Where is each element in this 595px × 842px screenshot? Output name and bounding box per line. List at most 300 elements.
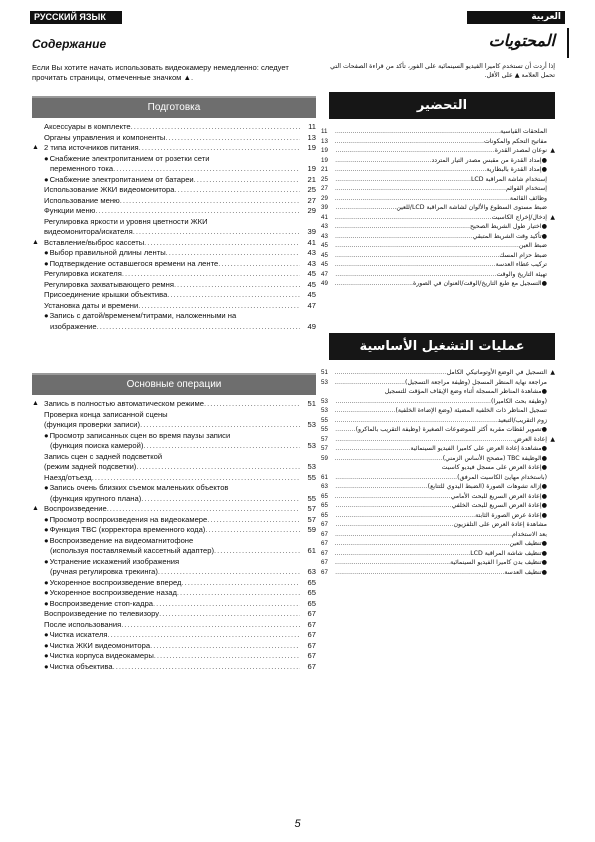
leader-dots bbox=[136, 462, 300, 473]
toc-entry[interactable] bbox=[32, 248, 316, 259]
bullet-icon: ● bbox=[44, 248, 49, 257]
toc-entry-title: Установка даты и времени bbox=[44, 300, 139, 310]
toc-entry[interactable] bbox=[32, 420, 316, 431]
toc-entry-page: 13 bbox=[321, 137, 328, 145]
triangle-marker-icon: ▲ bbox=[32, 400, 39, 407]
toc-entry[interactable] bbox=[32, 154, 316, 165]
toc-entry-page: 11 bbox=[308, 122, 316, 131]
toc-entry[interactable] bbox=[321, 127, 555, 137]
toc-entry-title: Регулировка искателя bbox=[44, 269, 122, 278]
toc-entry-page: 67 bbox=[321, 540, 328, 547]
toc-entry-title: تهيئة التاريخ والوقت bbox=[496, 270, 547, 278]
toc-entry-page: 55 bbox=[321, 426, 328, 433]
toc-entry[interactable] bbox=[32, 410, 316, 421]
bullet-icon: ● bbox=[44, 588, 49, 597]
toc-entry[interactable] bbox=[32, 515, 316, 526]
leader-dots bbox=[335, 232, 473, 242]
leader-dots bbox=[335, 378, 405, 388]
toc-entry-title: Чистка ЖКИ видеомонитора bbox=[49, 640, 151, 650]
leader-dots bbox=[335, 511, 475, 521]
triangle-marker-icon: ▲ bbox=[550, 213, 555, 221]
toc-entry-page: 55 bbox=[321, 416, 328, 424]
toc-entry[interactable] bbox=[321, 473, 555, 483]
toc-entry-title: После использования bbox=[44, 619, 122, 629]
toc-entry[interactable] bbox=[321, 549, 555, 559]
leader-dots bbox=[153, 599, 300, 610]
toc-entry-title: مشاهدة إعادة العرض على التلفزيون bbox=[453, 521, 547, 528]
toc-entry[interactable] bbox=[32, 122, 316, 133]
leader-dots bbox=[335, 530, 512, 540]
toc-entry-page: 53 bbox=[321, 378, 328, 386]
toc-entry[interactable] bbox=[32, 462, 316, 473]
toc-entry-page: 65 bbox=[307, 588, 316, 597]
toc-entry[interactable] bbox=[321, 416, 555, 426]
toc-entry-page: 47 bbox=[321, 270, 328, 278]
toc-entry-title: الملحقات القياسية bbox=[500, 128, 547, 135]
toc-entry-title: Снабжение электропитанием от розетки сети bbox=[49, 153, 210, 163]
toc-entry-title: изображение bbox=[50, 321, 97, 331]
toc-entry-page: 43 bbox=[307, 248, 316, 257]
toc-entry-title: переменного тока bbox=[50, 164, 114, 173]
toc-entry-title: بعد الاستخدام bbox=[511, 530, 547, 538]
toc-entry-title: Аксессуары в комплекте bbox=[44, 122, 131, 131]
toc-entry-title: (функция проверки записи) bbox=[44, 420, 141, 429]
toc-entry[interactable] bbox=[321, 270, 555, 280]
toc-entry-title: مفاتيح التحكم والمكونات bbox=[483, 137, 547, 145]
toc-entry-page: 47 bbox=[307, 300, 316, 310]
toc-entry-title: Просмотр воспроизведения на видеокамере bbox=[49, 514, 208, 524]
toc-entry[interactable] bbox=[32, 175, 316, 186]
toc-entry[interactable] bbox=[321, 463, 555, 473]
triangle-marker-icon: ▲ bbox=[550, 435, 555, 443]
toc-entry[interactable] bbox=[32, 452, 316, 463]
triangle-marker-icon: ▲ bbox=[550, 369, 555, 376]
toc-entry-page: 67 bbox=[307, 630, 316, 639]
toc-entry-page: 45 bbox=[307, 269, 316, 278]
toc-entry[interactable] bbox=[321, 156, 555, 166]
toc-entry-page: 67 bbox=[321, 530, 328, 538]
leader-dots bbox=[174, 185, 300, 196]
toc-entry-title: ●تنظيف شاشة المراقبة LCD bbox=[470, 549, 547, 557]
leader-dots bbox=[154, 651, 300, 662]
toc-entry-page: 25 bbox=[321, 175, 328, 183]
toc-entry[interactable] bbox=[32, 259, 316, 270]
toc-entry[interactable] bbox=[32, 238, 316, 249]
toc-entry[interactable] bbox=[32, 164, 316, 175]
toc-entry[interactable] bbox=[321, 530, 555, 540]
toc-entry[interactable] bbox=[321, 378, 555, 388]
toc-entry[interactable] bbox=[321, 279, 555, 289]
leader-dots bbox=[335, 501, 452, 511]
toc-entry[interactable] bbox=[321, 203, 555, 213]
toc-entry-page: 67 bbox=[307, 640, 316, 650]
toc-entry[interactable] bbox=[321, 194, 555, 204]
triangle-marker-icon: ▲ bbox=[550, 147, 555, 154]
toc-entry-page: 53 bbox=[321, 407, 328, 414]
toc-entry-title: (используя поставляемый кассетный адаптер) bbox=[50, 546, 214, 555]
toc-entry-page: 27 bbox=[307, 195, 316, 205]
toc-entry[interactable] bbox=[32, 185, 316, 196]
toc-entry-title: Регулировка захватывающего ремня bbox=[44, 279, 174, 289]
section-header-preparation-ar: التحضير bbox=[329, 92, 555, 119]
toc-entry-title: Просмотр записанных сцен во время паузы записи bbox=[49, 430, 231, 440]
toc-entry-title: Органы управления и компоненты bbox=[44, 132, 166, 142]
toc-entry[interactable] bbox=[321, 241, 555, 251]
toc-entry-title: Вставление/выброс кассеты bbox=[44, 237, 145, 247]
toc-entry-title: نوعان لمصدر القدرة bbox=[494, 147, 547, 154]
toc-entry[interactable] bbox=[32, 206, 316, 217]
toc-entry-page: 51 bbox=[307, 399, 316, 408]
toc-entry[interactable] bbox=[321, 260, 555, 270]
toc-entry-title: Устранение искажений изображения bbox=[49, 556, 180, 566]
toc-entry-page: 45 bbox=[321, 251, 328, 259]
leader-dots bbox=[335, 203, 396, 213]
leader-dots bbox=[140, 420, 300, 431]
toc-entry-title: (وظيفة بحث الكاميرا) bbox=[490, 397, 547, 405]
toc-entry[interactable] bbox=[321, 406, 555, 416]
toc-entry[interactable] bbox=[321, 511, 555, 521]
toc-entry-page: 29 bbox=[321, 194, 328, 202]
toc-entry[interactable] bbox=[32, 133, 316, 144]
bullet-icon: ● bbox=[44, 651, 49, 660]
toc-entry[interactable] bbox=[32, 280, 316, 291]
toc-entry[interactable] bbox=[32, 290, 316, 301]
toc-entry[interactable] bbox=[32, 322, 316, 333]
bullet-icon: ● bbox=[44, 153, 49, 163]
leader-dots bbox=[182, 578, 301, 589]
toc-entry[interactable] bbox=[32, 588, 316, 599]
toc-entry-page: 39 bbox=[307, 227, 316, 236]
toc-entry-title: ●إعادة العرض السريع للبحث الخلفي bbox=[451, 502, 547, 509]
toc-entry[interactable] bbox=[32, 620, 316, 631]
bullet-icon: ● bbox=[44, 640, 49, 650]
toc-entry-title: ●تنظيف العدسة bbox=[504, 568, 547, 576]
toc-entry-title: Ускоренное воспроизведение назад bbox=[49, 588, 177, 597]
toc-entry[interactable] bbox=[321, 165, 555, 175]
leader-dots bbox=[120, 196, 300, 207]
leader-dots bbox=[121, 620, 300, 631]
toc-entry-title: Воспроизведение на видеомагнитофоне bbox=[49, 535, 194, 545]
leader-dots bbox=[108, 630, 301, 641]
leader-dots bbox=[92, 473, 300, 484]
toc-entry-title: Подтверждение оставшегося времени на ленте bbox=[49, 258, 219, 268]
toc-entry[interactable] bbox=[32, 662, 316, 673]
leader-dots bbox=[335, 222, 470, 232]
leader-dots bbox=[194, 175, 300, 186]
leader-dots bbox=[335, 175, 471, 185]
intro-text-arabic: إذا أردت أن تستخدم كاميرا الفيديو السينمائية على الفور، تأكد من قراءة الصفحات التي تحمل العلامة ▲ على الأقل. bbox=[330, 63, 555, 79]
toc-entry[interactable] bbox=[321, 397, 555, 407]
leader-dots bbox=[166, 248, 300, 259]
toc-entry-page: 67 bbox=[307, 661, 316, 671]
toc-entry[interactable] bbox=[32, 630, 316, 641]
bullet-icon: ● bbox=[44, 483, 49, 492]
toc-entry[interactable] bbox=[32, 227, 316, 238]
leader-dots bbox=[205, 525, 300, 536]
leader-dots bbox=[335, 194, 510, 204]
toc-entry[interactable] bbox=[32, 578, 316, 589]
toc-entry[interactable] bbox=[32, 311, 316, 322]
toc-entry[interactable] bbox=[321, 482, 555, 492]
leader-dots bbox=[218, 259, 300, 270]
toc-entry[interactable] bbox=[32, 609, 316, 620]
leader-dots bbox=[335, 558, 450, 568]
toc-entry-page: 61 bbox=[307, 546, 316, 555]
toc-entry[interactable] bbox=[32, 504, 316, 515]
toc-entry-title: видеомонитора/искателя bbox=[44, 227, 133, 236]
leader-dots bbox=[107, 504, 300, 515]
toc-entry-page: 19 bbox=[307, 164, 316, 173]
toc-entry-page: 11 bbox=[321, 128, 328, 135]
toc-entry-page: 41 bbox=[307, 237, 316, 247]
leader-dots bbox=[113, 662, 300, 673]
toc-entry-title: (باستخدام مهايئ الكاسيت المرفق) bbox=[457, 473, 547, 481]
toc-entry[interactable] bbox=[32, 525, 316, 536]
language-tag-russian: РУССКИЙ ЯЗЫК bbox=[30, 11, 122, 24]
toc-entry-title: إستخدام القوائم bbox=[505, 185, 547, 192]
toc-entry-page: 67 bbox=[321, 568, 328, 576]
toc-entry-title: ضبط مستوى السطوع والألوان لشاشة المراقبة LCD/للعين bbox=[396, 204, 547, 211]
toc-entry-title: ●تأكيد وقت الشريط المتبقي bbox=[472, 232, 547, 240]
toc-entry[interactable] bbox=[321, 368, 555, 378]
toc-entry-title: مراجعة نهاية المنظر المسجل (وظيفة مراجعة التسجيل) bbox=[405, 378, 547, 386]
toc-entry-page: 59 bbox=[321, 454, 328, 462]
leader-dots bbox=[143, 441, 300, 452]
bullet-icon: ● bbox=[44, 630, 49, 639]
toc-entry-page: 55 bbox=[307, 493, 316, 503]
toc-entry[interactable] bbox=[32, 536, 316, 547]
toc-entry-page: 57 bbox=[307, 504, 316, 513]
toc-entry-page: 65 bbox=[321, 502, 328, 509]
toc-entry[interactable] bbox=[321, 137, 555, 147]
toc-entry-title: زوم التقريب/التبعيد bbox=[497, 416, 547, 424]
toc-entry[interactable] bbox=[32, 473, 316, 484]
leader-dots bbox=[335, 520, 453, 530]
toc-entry-title: ●إمداد القدرة بالبطارية bbox=[486, 166, 547, 173]
leader-dots bbox=[150, 641, 300, 652]
toc-entry-title: Снабжение электропитанием от батареи bbox=[49, 174, 194, 184]
toc-list-basic-ops-ar bbox=[321, 368, 555, 577]
toc-entry-page: 43 bbox=[321, 232, 328, 240]
toc-entry-page: 21 bbox=[321, 166, 328, 173]
leader-dots bbox=[335, 279, 413, 289]
toc-entry[interactable] bbox=[32, 217, 316, 228]
toc-entry[interactable] bbox=[321, 501, 555, 511]
toc-entry-page: 51 bbox=[321, 369, 328, 376]
toc-entry[interactable] bbox=[32, 567, 316, 578]
toc-entry[interactable] bbox=[32, 399, 316, 410]
leader-dots bbox=[335, 260, 496, 270]
toc-entry[interactable] bbox=[321, 425, 555, 435]
toc-entry-title: Присоединение крышки объектива bbox=[44, 290, 168, 299]
leader-dots bbox=[95, 206, 300, 217]
leader-dots bbox=[131, 122, 300, 133]
toc-entry-title: ●إعادة العرض على مسجل فيديو كاسيت bbox=[441, 464, 547, 471]
toc-entry-page: 39 bbox=[321, 204, 328, 211]
section-header-preparation-ru: Подготовка bbox=[32, 96, 316, 118]
toc-entry-title: Использование ЖКИ видеомонитора bbox=[44, 185, 175, 194]
toc-entry[interactable] bbox=[321, 454, 555, 464]
toc-entry[interactable] bbox=[32, 651, 316, 662]
toc-entry-title: ●مشاهدة إعادة العرض على كاميرا الفيديو السينمائية bbox=[410, 445, 547, 452]
toc-entry-page: 55 bbox=[307, 472, 316, 482]
toc-entry-page: 53 bbox=[307, 441, 316, 450]
toc-entry-title: Функция TBC (корректора временного кода) bbox=[49, 525, 206, 534]
toc-entry-page: 67 bbox=[321, 549, 328, 557]
language-tag-arabic: العربية bbox=[467, 11, 565, 24]
toc-entry[interactable] bbox=[32, 269, 316, 280]
toc-entry[interactable] bbox=[32, 483, 316, 494]
leader-dots bbox=[335, 270, 497, 280]
toc-entry[interactable] bbox=[321, 387, 555, 397]
leader-dots bbox=[214, 546, 300, 557]
toc-entry-title: ●إمداد القدرة من مقبس مصدر التيار المتردد bbox=[431, 156, 547, 164]
toc-entry-title: ●تنظيف العين bbox=[509, 540, 547, 547]
toc-entry[interactable] bbox=[321, 444, 555, 454]
toc-entry-page: 43 bbox=[321, 223, 328, 230]
toc-entry[interactable] bbox=[32, 196, 316, 207]
toc-entry[interactable] bbox=[321, 520, 555, 530]
page-title-russian: Содержание bbox=[32, 37, 107, 51]
triangle-marker-icon: ▲ bbox=[32, 238, 39, 246]
toc-entry-title: Запись сцен с задней подсветкой bbox=[44, 451, 163, 461]
leader-dots bbox=[335, 137, 484, 147]
toc-entry[interactable] bbox=[32, 557, 316, 568]
leader-dots bbox=[174, 280, 300, 291]
toc-entry[interactable] bbox=[321, 232, 555, 242]
toc-entry-title: ●مشاهدة المناظر المسجلة أثناء وضع الإيقاف المؤقت للتسجيل bbox=[384, 388, 547, 395]
leader-dots bbox=[158, 567, 300, 578]
leader-dots bbox=[141, 494, 300, 505]
toc-entry-title: (ручная регулировка трекинга) bbox=[50, 567, 158, 576]
leader-dots bbox=[335, 165, 486, 175]
toc-entry[interactable] bbox=[32, 546, 316, 557]
leader-dots bbox=[144, 238, 300, 249]
toc-entry[interactable] bbox=[321, 222, 555, 232]
toc-entry-page: 27 bbox=[321, 185, 328, 192]
toc-entry-title: إدخال/إخراج الكاسيت bbox=[491, 213, 547, 221]
bullet-icon: ● bbox=[44, 525, 49, 534]
triangle-marker-icon: ▲ bbox=[32, 505, 39, 512]
toc-entry-title: (функция поиска камерой) bbox=[50, 441, 144, 450]
toc-entry-page: 19 bbox=[321, 156, 328, 164]
toc-entry-title: Проверка конца записанной сцены bbox=[44, 409, 168, 419]
toc-entry[interactable] bbox=[32, 641, 316, 652]
leader-dots bbox=[335, 184, 506, 194]
toc-entry[interactable] bbox=[32, 431, 316, 442]
toc-entry-title: تركيب غطاء العدسة bbox=[495, 261, 547, 268]
toc-entry-page: 67 bbox=[307, 619, 316, 629]
bullet-icon: ● bbox=[44, 514, 49, 524]
toc-entry-page: 43 bbox=[307, 258, 316, 268]
toc-entry-title: Воспроизведение стоп-кадра bbox=[49, 598, 154, 608]
toc-entry-page: 59 bbox=[307, 525, 316, 534]
toc-entry-page: 65 bbox=[321, 511, 328, 519]
toc-entry[interactable] bbox=[321, 492, 555, 502]
toc-entry-page: 61 bbox=[321, 473, 328, 481]
toc-entry-page: 67 bbox=[321, 559, 328, 566]
toc-entry[interactable] bbox=[321, 146, 555, 156]
toc-entry-title: Выбор правильной длины ленты bbox=[49, 248, 166, 257]
toc-entry-title: ●التسجيل مع طبع التاريخ/الوقت/العنوان في الصورة bbox=[413, 280, 547, 287]
toc-entry-title: Наезд/отъезд bbox=[44, 472, 92, 482]
toc-entry-title: تسجيل المناظر ذات الخلفية المضيئة (وضع الإضاءة الخلفية) bbox=[395, 407, 547, 414]
toc-entry-page: 53 bbox=[307, 462, 316, 471]
toc-entry[interactable] bbox=[321, 539, 555, 549]
toc-entry-page: 25 bbox=[307, 185, 316, 194]
leader-dots bbox=[335, 482, 428, 492]
toc-entry-title: Функции меню bbox=[44, 206, 96, 215]
toc-entry[interactable] bbox=[321, 184, 555, 194]
toc-entry[interactable] bbox=[32, 494, 316, 505]
toc-entry-title: Запись в полностью автоматическом режиме bbox=[44, 399, 204, 408]
leader-dots bbox=[335, 454, 443, 464]
toc-entry[interactable] bbox=[32, 599, 316, 610]
toc-entry-page: 65 bbox=[321, 492, 328, 500]
toc-entry[interactable] bbox=[32, 441, 316, 452]
toc-entry-page: 49 bbox=[307, 321, 316, 331]
leader-dots bbox=[335, 146, 495, 156]
toc-entry-page: 63 bbox=[307, 567, 316, 576]
bullet-icon: ● bbox=[44, 535, 49, 545]
toc-entry-page: 65 bbox=[307, 577, 316, 587]
toc-entry[interactable] bbox=[32, 143, 316, 154]
bullet-icon: ● bbox=[44, 430, 49, 440]
toc-entry-page: 63 bbox=[321, 483, 328, 490]
toc-entry-title: Чистка объектива bbox=[49, 661, 113, 671]
leader-dots bbox=[335, 368, 447, 378]
leader-dots bbox=[335, 241, 519, 251]
toc-entry[interactable] bbox=[321, 251, 555, 261]
toc-entry-page: 45 bbox=[321, 261, 328, 268]
toc-entry-title: Использование меню bbox=[44, 195, 120, 205]
bullet-icon: ● bbox=[44, 311, 49, 320]
toc-entry-title: ●إزالة تشوهات الصورة (الضبط اليدوي للتتابع) bbox=[427, 483, 547, 490]
leader-dots bbox=[335, 425, 356, 435]
toc-list-basic-ops-ru bbox=[32, 399, 316, 672]
leader-dots bbox=[335, 397, 491, 407]
toc-entry[interactable] bbox=[321, 213, 555, 223]
toc-entry[interactable] bbox=[321, 435, 555, 445]
toc-entry-page: 29 bbox=[307, 206, 316, 215]
leader-dots bbox=[335, 473, 457, 483]
toc-entry[interactable] bbox=[32, 301, 316, 312]
toc-entry-title: Запись с датой/временем/титрами, наложенными на bbox=[49, 311, 237, 320]
leader-dots bbox=[204, 399, 300, 410]
toc-entry-page: 57 bbox=[307, 514, 316, 524]
toc-entry-title: 2 типа источников питания bbox=[44, 143, 139, 152]
toc-entry[interactable] bbox=[321, 175, 555, 185]
toc-entry-page: 13 bbox=[307, 132, 316, 142]
toc-entry-title: ●إعادة عرض الصورة الثابتة bbox=[475, 511, 547, 519]
section-header-basic-ops-ar: عمليات التشغيل الأساسية bbox=[329, 333, 555, 360]
bullet-icon: ● bbox=[44, 174, 49, 184]
leader-dots bbox=[335, 444, 411, 454]
toc-entry-page: 19 bbox=[307, 143, 316, 152]
intro-text-russian: Если Вы хотите начать использовать видеокамеру немедленно: следует прочитать страницы, отмеченные значком ▲. bbox=[32, 63, 289, 82]
toc-entry-page: 21 bbox=[307, 174, 316, 184]
toc-entry[interactable] bbox=[321, 558, 555, 568]
toc-entry-title: ضبط حزام المسك bbox=[499, 251, 547, 259]
leader-dots bbox=[167, 290, 300, 301]
margin-bar bbox=[567, 28, 569, 58]
toc-entry[interactable] bbox=[321, 568, 555, 578]
leader-dots bbox=[113, 164, 300, 175]
leader-dots bbox=[335, 406, 395, 416]
toc-entry-page: 67 bbox=[321, 521, 328, 528]
bullet-icon: ● bbox=[44, 258, 49, 268]
toc-entry-title: (режим задней подсветки) bbox=[44, 462, 137, 471]
